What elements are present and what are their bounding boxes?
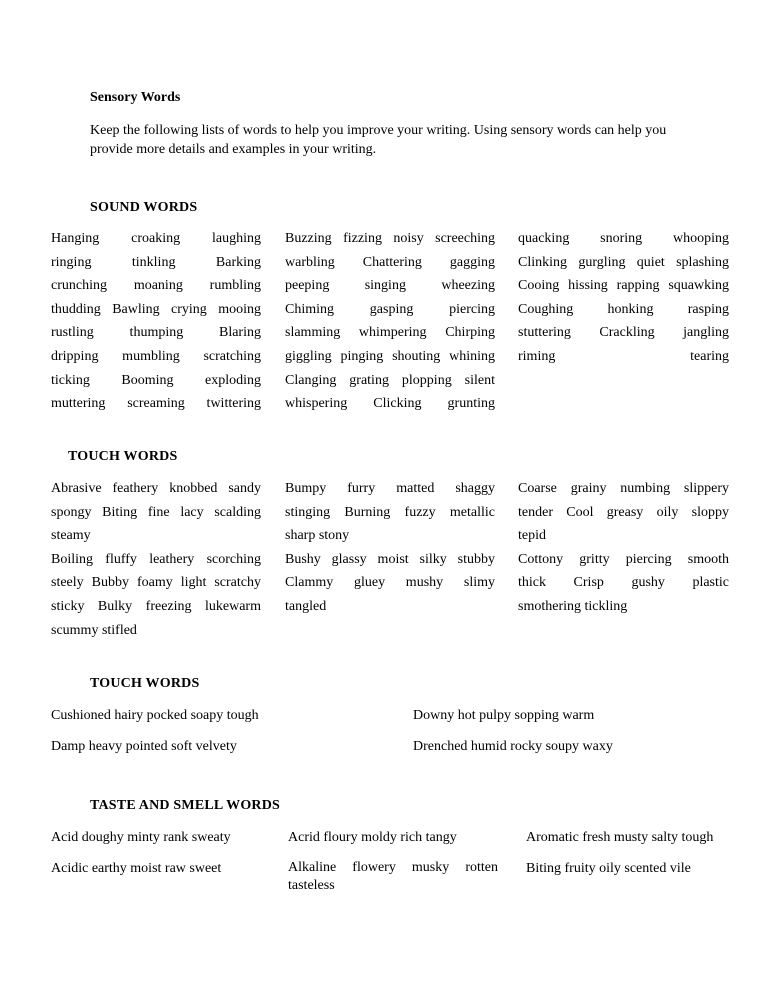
word-line: thudding Bawling crying mooing: [51, 301, 261, 317]
page-title: Sensory Words: [90, 90, 181, 105]
word-line: smothering tickling: [518, 598, 628, 614]
word-line: Clanging grating plopping silent: [285, 372, 495, 388]
word-line: stinging Burning fuzzy metallic: [285, 504, 495, 520]
word-line: Acrid floury moldy rich tangy: [288, 830, 457, 845]
word-line: steely Bubby foamy light scratchy: [51, 575, 261, 591]
word-line: scummy stifled: [51, 622, 137, 638]
word-line: stuttering Crackling jangling: [518, 325, 729, 341]
word-line: Biting fruity oily scented vile: [526, 861, 691, 876]
sound-words-col-1: [51, 227, 261, 416]
word-line: ringing tinkling Barking: [51, 254, 261, 270]
word-line: whispering Clicking grunting: [285, 396, 495, 412]
word-line: Clammy gluey mushy slimy: [285, 575, 495, 591]
word-line: Aromatic fresh musty salty tough: [526, 830, 714, 845]
intro-paragraph: Keep the following lists of words to help you improve your writing. Using sensory words can help you provide more details and examples in your writing.: [90, 123, 667, 157]
word-line: Acid doughy minty rank sweaty: [51, 830, 231, 845]
word-line: Clinking gurgling quiet splashing: [518, 254, 729, 270]
touch-words-col-3: [518, 477, 729, 619]
word-line: Cushioned hairy pocked soapy tough: [51, 708, 259, 723]
word-line: Coughing honking rasping: [518, 301, 729, 317]
word-line: Downy hot pulpy sopping warm: [413, 708, 595, 723]
sound-words-heading: SOUND WORDS: [90, 200, 198, 215]
word-line: warbling Chattering gagging: [285, 254, 495, 270]
word-line: muttering screaming twittering: [51, 396, 261, 412]
word-line: ticking Booming exploding: [51, 372, 261, 388]
sound-words-col-3: [518, 227, 729, 369]
word-line: Acidic earthy moist raw sweet: [51, 861, 222, 876]
word-line: Alkaline flowery musky rotten tasteless: [288, 860, 498, 893]
word-line: Bushy glassy moist silky stubby: [285, 551, 495, 567]
word-line: Bumpy furry matted shaggy: [285, 481, 495, 496]
touch-words-col-2: [285, 477, 495, 619]
touch-words-heading-1: TOUCH WORDS: [68, 449, 178, 464]
word-line: Cooing hissing rapping squawking: [518, 278, 729, 294]
word-line: Coarse grainy numbing slippery: [518, 481, 729, 496]
touch-words-heading-2: TOUCH WORDS: [90, 676, 200, 691]
word-line: Drenched humid rocky soupy waxy: [413, 739, 613, 754]
word-line: steamy: [51, 528, 91, 544]
word-line: Damp heavy pointed soft velvety: [51, 739, 237, 754]
word-line: Buzzing fizzing noisy screeching: [285, 231, 495, 246]
word-line: spongy Biting fine lacy scalding: [51, 504, 261, 520]
word-line: rustling thumping Blaring: [51, 325, 261, 341]
word-line: tepid: [518, 528, 546, 544]
word-line: Abrasive feathery knobbed sandy: [51, 481, 261, 496]
word-line: quacking snoring whooping: [518, 231, 729, 246]
touch-words-col-1: [51, 477, 261, 642]
word-line: Boiling fluffy leathery scorching: [51, 551, 261, 567]
word-line: riming tearing: [518, 348, 729, 364]
word-line: sharp stony: [285, 528, 350, 544]
sound-words-col-2: [285, 227, 495, 416]
word-line: peeping singing wheezing: [285, 278, 495, 294]
word-line: dripping mumbling scratching: [51, 348, 261, 364]
word-line: sticky Bulky freezing lukewarm: [51, 598, 261, 614]
word-line: crunching moaning rumbling: [51, 278, 261, 294]
word-line: Chiming gasping piercing: [285, 301, 495, 317]
taste-smell-heading: TASTE AND SMELL WORDS: [90, 798, 281, 813]
word-line: thick Crisp gushy plastic: [518, 575, 729, 591]
word-line: Hanging croaking laughing: [51, 231, 261, 246]
word-line: slamming whimpering Chirping: [285, 325, 495, 341]
word-line: Cottony gritty piercing smooth: [518, 551, 729, 567]
word-line: giggling pinging shouting whining: [285, 348, 495, 364]
word-line: tangled: [285, 598, 327, 614]
word-line: tender Cool greasy oily sloppy: [518, 504, 729, 520]
